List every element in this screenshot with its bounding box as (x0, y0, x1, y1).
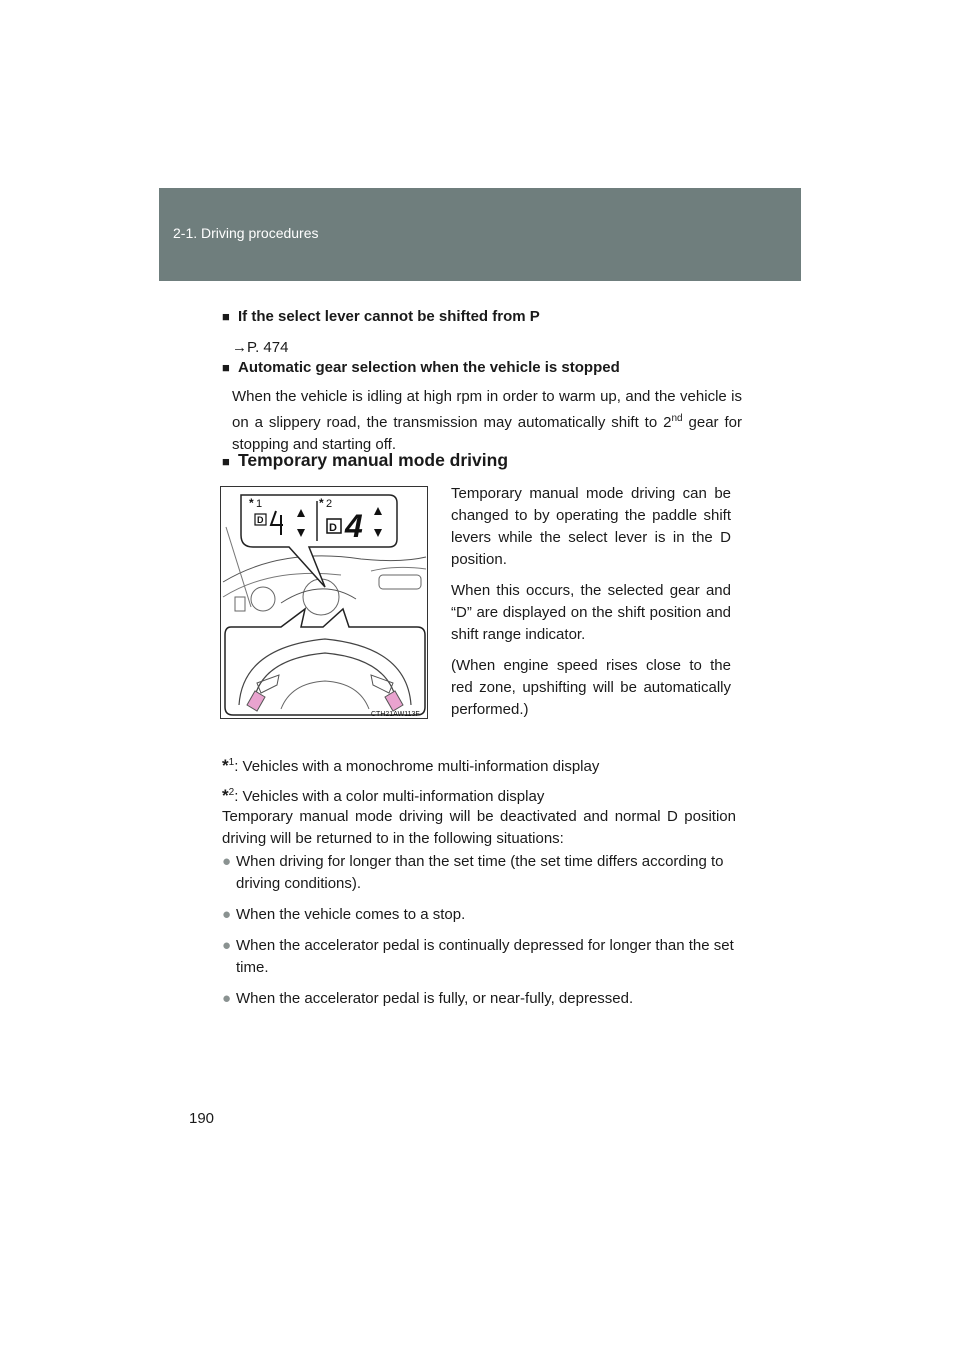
body-paragraph (222, 386, 742, 456)
section-header-band (159, 188, 801, 281)
footnotes (222, 752, 742, 808)
page-number: 190 (189, 1110, 215, 1127)
label-2: 2 (326, 498, 333, 510)
body-text: gear for stopping and starting off. (232, 414, 742, 453)
footnote-text: : Vehicles with a color multi-information display (234, 788, 545, 805)
subheading: Automatic gear selection when the vehicle is stopped (238, 359, 620, 376)
bullet-icon: ● (222, 906, 232, 923)
gear-d-large: D (329, 522, 337, 534)
footnote-2 (222, 782, 742, 808)
section-temporary-manual (222, 449, 742, 473)
list-item (222, 935, 736, 979)
paragraph: (When engine speed rises close to the red zone, upshifting will be automatically performed.) (451, 657, 731, 718)
page-reference: →P. 474 (232, 339, 289, 356)
list-item-text: When the vehicle comes to a stop. (236, 906, 466, 923)
footnote-text: : Vehicles with a monochrome multi-information display (234, 758, 600, 775)
subheading: If the select lever cannot be shifted from P (238, 308, 540, 325)
bullet-icon: ● (222, 937, 232, 954)
body-text: When the vehicle is idling at high rpm in order to warm up, and the vehicle is on a slippery road, the transmission may automatically shift to 2 (232, 388, 742, 431)
footnote-1 (222, 752, 742, 778)
label-1: 1 (256, 498, 263, 510)
square-bullet-icon: ■ (222, 309, 230, 324)
paragraph: When this occurs, the selected gear and “D” are displayed on the shift position and shift range indicator. (451, 582, 731, 643)
star-icon: * (222, 786, 229, 805)
footnote-marker: 2 (228, 787, 235, 798)
figure-code: CTH21AW113F (371, 711, 420, 718)
paragraph: Temporary manual mode driving can be changed to by operating the paddle shift levers while the select lever is in the D position. (451, 485, 731, 568)
square-bullet-icon: ■ (222, 454, 230, 469)
star-icon: * (249, 496, 254, 510)
list-item-text: When the accelerator pedal is continually depressed for longer than the set time. (236, 937, 734, 976)
section-title: 2-1. Driving procedures (173, 225, 319, 241)
list-item (222, 851, 736, 895)
deactivation-list (222, 851, 736, 1010)
bullet-icon: ● (222, 853, 232, 870)
list-item-text: When driving for longer than the set time (the set time differs according to driving conditions). (236, 853, 724, 892)
superscript: nd (671, 413, 683, 424)
list-item (222, 988, 736, 1010)
figure-side-text (451, 483, 731, 730)
steering-wheel-drawing (221, 487, 427, 718)
footnote-marker: 1 (228, 757, 235, 768)
star-icon: * (319, 496, 324, 510)
section-auto-gear (222, 357, 742, 456)
bullet-icon: ● (222, 990, 232, 1007)
paddle-shift-illustration (220, 486, 428, 719)
section-heading: Temporary manual mode driving (238, 450, 509, 470)
list-item (222, 904, 736, 926)
gear-d-small: D (257, 515, 264, 525)
deactivation-intro: Temporary manual mode driving will be deactivated and normal D position driving will be returned to in the following situations: (222, 808, 736, 847)
star-icon: * (222, 756, 229, 775)
square-bullet-icon: ■ (222, 360, 230, 375)
section-p-lever (222, 306, 742, 359)
list-item-text: When the accelerator pedal is fully, or near-fully, depressed. (236, 990, 634, 1007)
gear-number-large: 4 (345, 508, 363, 544)
